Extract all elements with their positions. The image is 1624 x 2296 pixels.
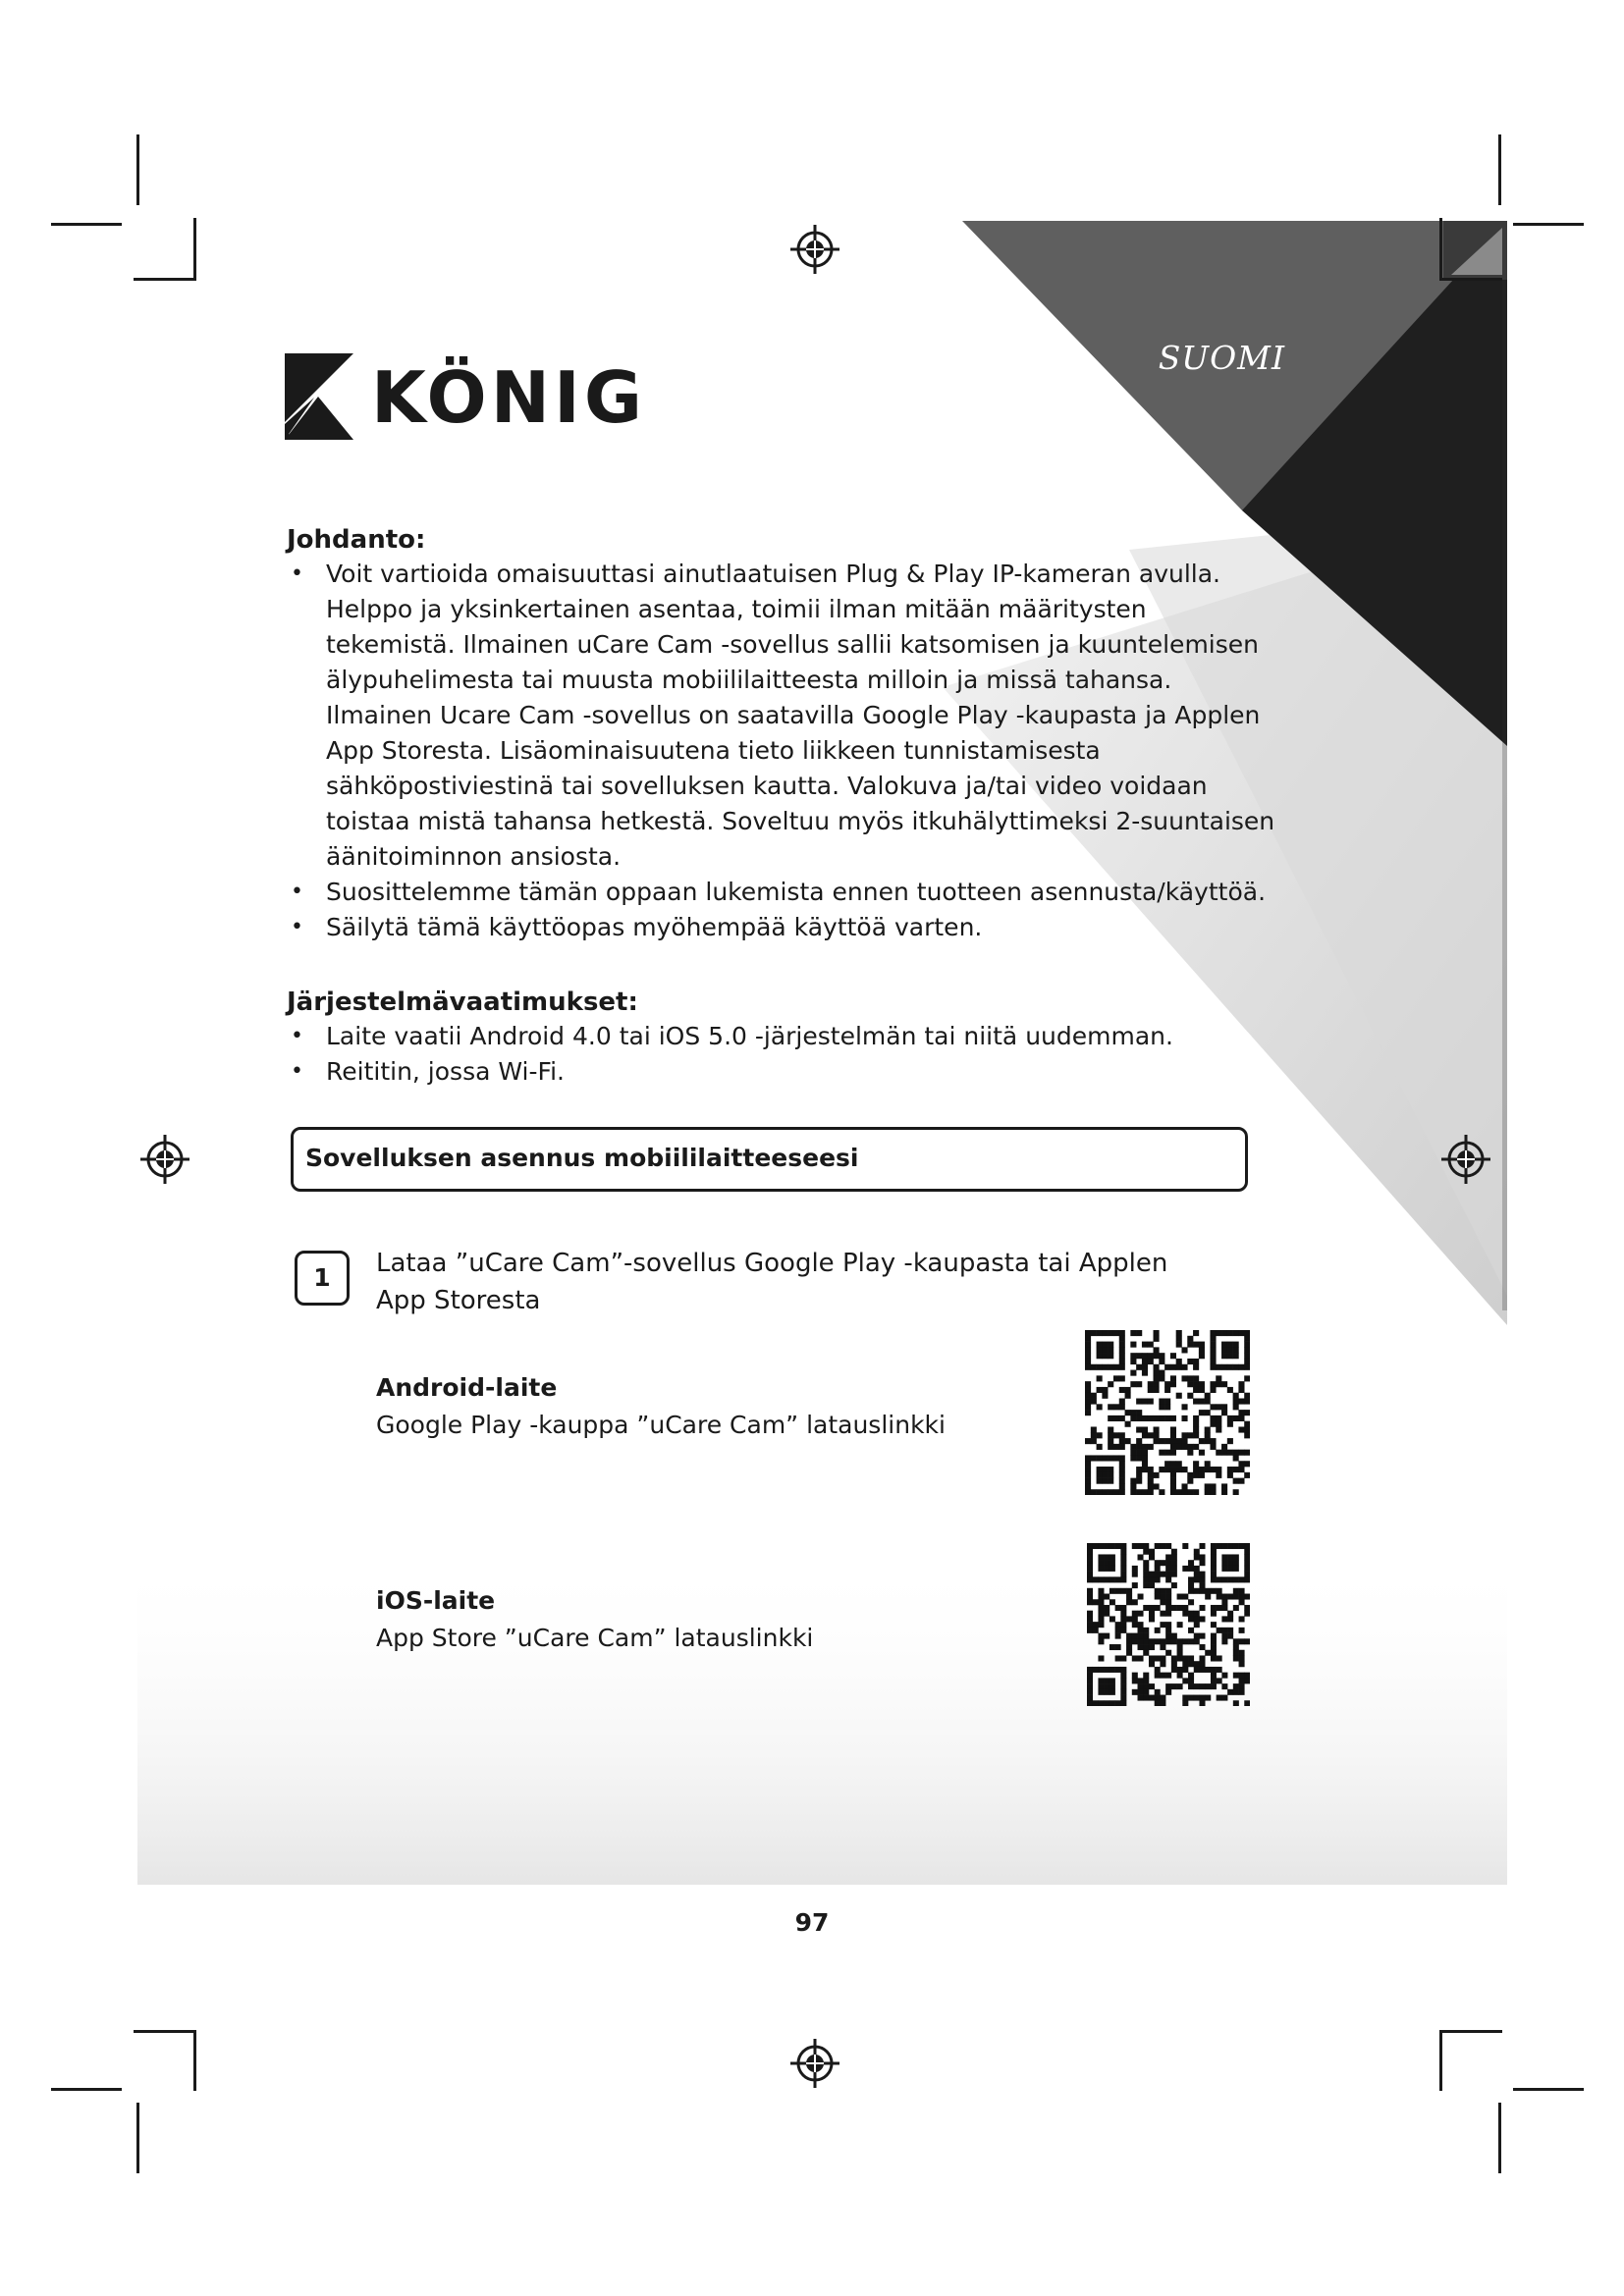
ios-block bbox=[376, 1582, 813, 1657]
crop-mark bbox=[193, 2030, 196, 2091]
crop-mark bbox=[1439, 278, 1502, 281]
step-number-badge: 1 bbox=[295, 1251, 350, 1306]
registration-mark-icon bbox=[788, 223, 841, 276]
crop-mark bbox=[1498, 134, 1501, 205]
system-requirements-section bbox=[287, 986, 1278, 1090]
android-qr-code-icon bbox=[1085, 1330, 1250, 1495]
language-label: SUOMI bbox=[1158, 339, 1285, 377]
system-requirements-list bbox=[287, 1019, 1278, 1090]
section-title: Sovelluksen asennus mobiililaitteeseesi bbox=[305, 1144, 859, 1172]
android-title: Android-laite bbox=[376, 1373, 558, 1402]
intro-section bbox=[287, 523, 1278, 945]
list-item: • Voit vartioida omaisuuttasi ainutlaatuisen Plug & Play IP-kameran avulla. Helppo ja yksinkertainen asentaa, toimii ilman mitään määritysten tekemistä. Ilmainen uCare Cam -sovellus sallii katsomisen ja kuuntelemisen älypuhelimesta tai muusta mobiililaitteesta milloin ja missä tahansa. Ilmainen Ucare Cam -sovellus on saatavilla Google Play -kaupasta ja Applen App Storesta. Lisäominaisuutena tieto liikkeen tunnistamisesta sähköpostiviestinä tai sovelluksen kautta. Valokuva ja/tai video voidaan toistaa mistä tahansa hetkestä. Soveltuu myös itkuhälyttimeksi 2-suuntaisen äänitoiminnon ansiosta. bbox=[287, 557, 1278, 875]
ios-qr-code-icon bbox=[1087, 1543, 1250, 1706]
step-instruction: Lataa ”uCare Cam”-sovellus Google Play -kaupasta tai Applen App Storesta bbox=[376, 1249, 1168, 1315]
list-item: • Laite vaatii Android 4.0 tai iOS 5.0 -järjestelmän tai niitä uudemman. bbox=[287, 1019, 1278, 1054]
brand-name: KÖNIG bbox=[371, 356, 646, 439]
crop-mark bbox=[1513, 223, 1584, 226]
crop-mark bbox=[1439, 218, 1442, 279]
list-item: • Suosittelemme tämän oppaan lukemista ennen tuotteen asennusta/käyttöä. bbox=[287, 875, 1278, 910]
system-requirements-heading: Järjestelmävaatimukset: bbox=[287, 988, 638, 1017]
intro-list bbox=[287, 557, 1278, 945]
crop-mark bbox=[51, 223, 122, 226]
crop-mark bbox=[51, 2088, 122, 2091]
crop-mark bbox=[136, 134, 139, 205]
android-description: Google Play -kauppa ”uCare Cam” latauslinkki bbox=[376, 1411, 946, 1439]
list-item: • Reititin, jossa Wi-Fi. bbox=[287, 1054, 1278, 1090]
registration-mark-icon bbox=[788, 2037, 841, 2090]
page-number: 97 bbox=[794, 1908, 830, 1937]
crop-mark bbox=[136, 2103, 139, 2173]
section-header-box bbox=[291, 1127, 1248, 1192]
list-item: • Säilytä tämä käyttöopas myöhempää käyttöä varten. bbox=[287, 910, 1278, 945]
registration-mark-icon bbox=[138, 1133, 191, 1186]
crop-mark bbox=[134, 278, 196, 281]
crop-mark bbox=[1498, 2103, 1501, 2173]
intro-heading: Johdanto: bbox=[287, 525, 426, 555]
crop-mark bbox=[193, 218, 196, 279]
crop-mark bbox=[1513, 2088, 1584, 2091]
android-block bbox=[376, 1369, 946, 1444]
brand-logo bbox=[285, 353, 646, 442]
crop-mark bbox=[1439, 2030, 1502, 2033]
logo-mark-icon bbox=[285, 353, 353, 440]
crop-mark bbox=[134, 2030, 196, 2033]
registration-mark-icon bbox=[1439, 1133, 1492, 1186]
ios-title: iOS-laite bbox=[376, 1586, 496, 1615]
ios-description: App Store ”uCare Cam” latauslinkki bbox=[376, 1624, 814, 1652]
crop-mark bbox=[1439, 2030, 1442, 2091]
